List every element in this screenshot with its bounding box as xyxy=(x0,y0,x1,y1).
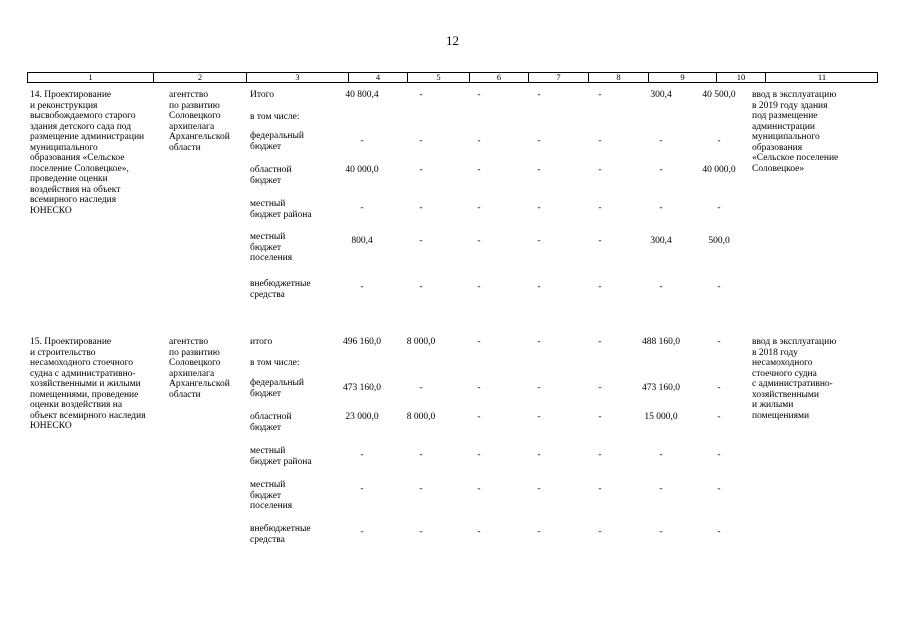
table-cell-value: - xyxy=(477,90,481,100)
table-cell-value: - xyxy=(477,165,481,175)
result-line: «Сельское поселение xyxy=(752,153,839,163)
funding-source-label: внебюджетные xyxy=(250,524,311,534)
table-cell-value: - xyxy=(659,450,663,460)
header-col-1: 1 xyxy=(88,72,93,82)
header-col-4: 4 xyxy=(348,73,407,82)
header-col-5: 5 xyxy=(407,73,469,82)
funding-source-label: в том числе: xyxy=(250,358,300,368)
table-cell-value: 40 800,4 xyxy=(345,90,379,100)
project-name-line: здания детского сада под xyxy=(30,121,132,132)
table-cell-value: - xyxy=(598,136,602,146)
table-cell-value: - xyxy=(659,282,663,292)
funding-source-label: средства xyxy=(250,534,285,545)
result-line: и жилыми xyxy=(752,400,794,410)
funding-source-label: местный xyxy=(250,232,286,242)
agency-line: Соловецкого xyxy=(169,358,221,368)
project-name-line: помещениями, проведение xyxy=(30,389,139,400)
funding-source-label: Итого xyxy=(250,90,275,100)
table-cell-value: - xyxy=(419,383,423,393)
table-cell-value: - xyxy=(598,236,602,246)
table-cell-value: - xyxy=(537,236,541,246)
funding-source-label: бюджет xyxy=(250,141,282,152)
table-cell-value: - xyxy=(598,412,602,422)
table-cell-value: - xyxy=(717,383,721,393)
table-cell-value: - xyxy=(598,165,602,175)
funding-source-label: в том числе: xyxy=(250,112,300,122)
result-line: хозяйственными xyxy=(752,389,820,400)
header-col-6: 6 xyxy=(469,73,528,82)
table-cell-value: - xyxy=(477,484,481,494)
funding-source-label: бюджет xyxy=(250,242,282,253)
table-cell-value: - xyxy=(360,450,364,460)
table-cell-value: - xyxy=(537,90,541,100)
table-cell-value: - xyxy=(477,282,481,292)
table-cell-value: - xyxy=(419,527,423,537)
table-cell-value: - xyxy=(659,165,663,175)
agency-line: области xyxy=(169,142,201,153)
funding-source-label: бюджет xyxy=(250,422,282,433)
project-name-line: и реконструкция xyxy=(30,100,98,111)
project-name-line: высвобождаемого старого xyxy=(30,111,136,121)
funding-source-label: местный xyxy=(250,446,286,456)
table-cell-value: - xyxy=(717,203,721,213)
table-cell-value: 500,0 xyxy=(708,236,730,246)
table-cell-value: - xyxy=(717,527,721,537)
table-cell-value: - xyxy=(477,412,481,422)
table-cell-value: - xyxy=(360,527,364,537)
page-number: 12 xyxy=(446,33,459,48)
header-col-8: 8 xyxy=(588,73,648,82)
table-cell-value: 300,4 xyxy=(650,90,672,100)
funding-source-label: бюджет xyxy=(250,388,282,399)
table-cell-value: - xyxy=(717,484,721,494)
table-cell-value: 300,4 xyxy=(650,236,672,246)
table-cell-value: 40 500,0 xyxy=(702,90,736,100)
table-cell-value: - xyxy=(477,450,481,460)
project-name-line: несамоходного стоечного xyxy=(30,358,134,368)
header-col-2: 2 xyxy=(153,73,246,82)
table-cell-value: - xyxy=(537,203,541,213)
funding-source-label: внебюджетные xyxy=(250,279,311,289)
table-cell-value: - xyxy=(598,90,602,100)
table-cell-value: - xyxy=(717,412,721,422)
project-name-line: размещение администрации xyxy=(30,132,145,142)
result-line: несамоходного xyxy=(752,358,813,368)
header-col-7: 7 xyxy=(528,73,588,82)
funding-source-label: поселения xyxy=(250,253,293,263)
table-cell-value: - xyxy=(419,282,423,292)
table-cell-value: - xyxy=(598,282,602,292)
result-line: в 2018 году xyxy=(752,347,798,358)
table-cell-value: - xyxy=(360,282,364,292)
table-cell-value: - xyxy=(419,203,423,213)
table-cell-value: - xyxy=(360,484,364,494)
table-cell-value: - xyxy=(537,337,541,347)
table-cell-value: - xyxy=(537,165,541,175)
table-cell-value: - xyxy=(598,450,602,460)
table-cell-value: - xyxy=(659,136,663,146)
table-cell-value: - xyxy=(360,136,364,146)
funding-source-label: средства xyxy=(250,289,285,300)
table-cell-value: 23 000,0 xyxy=(345,412,379,422)
project-name-line: ЮНЕСКО xyxy=(30,421,72,431)
table-cell-value: - xyxy=(598,337,602,347)
result-line: ввод в эксплуатацию xyxy=(752,90,837,100)
agency-line: агентство xyxy=(169,337,209,347)
project-name-line: 14. Проектирование xyxy=(30,90,112,100)
project-name-line: образования «Сельское xyxy=(30,153,125,163)
table-cell-value: - xyxy=(659,527,663,537)
project-name-line: поселение Соловецкое», xyxy=(30,163,129,174)
result-line: Соловецкое» xyxy=(752,163,805,174)
result-line: муниципального xyxy=(752,132,820,142)
funding-source-label: федеральный xyxy=(250,131,304,141)
project-name-line: проведение оценки xyxy=(30,174,108,184)
result-line: помещениями xyxy=(752,410,810,421)
agency-line: архипелага xyxy=(169,121,215,132)
header-col-9: 9 xyxy=(648,73,716,82)
table-cell-value: - xyxy=(598,527,602,537)
funding-source-label: местный xyxy=(250,199,286,209)
header-col-11: 11 xyxy=(765,73,878,82)
table-cell-value: - xyxy=(477,203,481,213)
header-col-10: 10 xyxy=(716,73,765,82)
project-name-line: оценки воздействия на xyxy=(30,400,123,410)
agency-line: Архангельской xyxy=(169,379,230,389)
funding-source-label: итого xyxy=(250,337,273,347)
funding-source-label: местный xyxy=(250,480,286,490)
table-cell-value: 40 000,0 xyxy=(345,165,379,175)
table-cell-value: - xyxy=(477,236,481,246)
table-cell-value: - xyxy=(537,383,541,393)
table-cell-value: - xyxy=(598,484,602,494)
table-cell-value: - xyxy=(419,450,423,460)
table-cell-value: - xyxy=(419,165,423,175)
funding-source-label: бюджет района xyxy=(250,209,312,220)
table-cell-value: 473 160,0 xyxy=(642,383,680,393)
table-cell-value: - xyxy=(717,450,721,460)
table-cell-value: - xyxy=(477,136,481,146)
agency-line: по развитию xyxy=(169,100,220,111)
table-cell-value: - xyxy=(419,90,423,100)
project-name-line: хозяйственными и жилыми xyxy=(30,379,141,389)
table-cell-value: - xyxy=(598,203,602,213)
funding-source-label: бюджет района xyxy=(250,456,312,467)
result-line: под размещение xyxy=(752,111,818,121)
table-cell-value: 800,4 xyxy=(351,236,373,246)
agency-line: области xyxy=(169,389,201,400)
table-cell-value: - xyxy=(537,450,541,460)
agency-line: Соловецкого xyxy=(169,111,221,121)
result-line: в 2019 году здания xyxy=(752,100,828,111)
project-name-line: ЮНЕСКО xyxy=(30,205,72,216)
table-cell-value: - xyxy=(360,203,364,213)
table-cell-value: - xyxy=(659,203,663,213)
table-cell-value: 8 000,0 xyxy=(406,337,436,347)
table-cell-value: - xyxy=(717,136,721,146)
agency-line: агентство xyxy=(169,90,209,100)
funding-source-label: бюджет xyxy=(250,490,282,501)
result-line: стоечного судна xyxy=(752,368,817,379)
table-cell-value: - xyxy=(537,136,541,146)
result-line: администрации xyxy=(752,121,816,132)
table-cell-value: - xyxy=(537,412,541,422)
result-line: образования xyxy=(752,142,803,153)
project-name-line: всемирного наследия xyxy=(30,195,117,205)
funding-source-label: областной xyxy=(250,165,292,175)
funding-source-label: бюджет xyxy=(250,175,282,186)
result-line: ввод в эксплуатацию xyxy=(752,337,837,347)
table-cell-value: 8 000,0 xyxy=(406,412,436,422)
table-header-row xyxy=(27,72,878,83)
project-name-line: и строительство xyxy=(30,347,96,358)
table-cell-value: - xyxy=(598,383,602,393)
project-name-line: судна с административно- xyxy=(30,368,136,379)
project-name-line: 15. Проектирование xyxy=(30,337,112,347)
table-cell-value: - xyxy=(419,484,423,494)
funding-source-label: федеральный xyxy=(250,378,304,388)
table-cell-value: - xyxy=(477,383,481,393)
agency-line: по развитию xyxy=(169,347,220,358)
project-name-line: объект всемирного наследия xyxy=(30,410,146,421)
funding-source-label: поселения xyxy=(250,501,293,511)
table-cell-value: 40 000,0 xyxy=(702,165,736,175)
table-cell-value: - xyxy=(717,337,721,347)
agency-line: архипелага xyxy=(169,368,215,379)
table-cell-value: - xyxy=(477,527,481,537)
table-cell-value: 488 160,0 xyxy=(642,337,680,347)
result-line: с административно- xyxy=(752,379,833,389)
agency-line: Архангельской xyxy=(169,132,230,142)
project-name-line: воздействия на объект xyxy=(30,184,121,195)
table-cell-value: - xyxy=(419,236,423,246)
table-cell-value: 473 160,0 xyxy=(343,383,381,393)
funding-source-label: областной xyxy=(250,412,292,422)
header-col-3: 3 xyxy=(246,73,348,82)
table-cell-value: - xyxy=(717,282,721,292)
project-name-line: муниципального xyxy=(30,142,98,153)
table-cell-value: - xyxy=(537,282,541,292)
table-cell-value: 496 160,0 xyxy=(343,337,381,347)
table-cell-value: - xyxy=(477,337,481,347)
table-cell-value: 15 000,0 xyxy=(644,412,678,422)
table-cell-value: - xyxy=(419,136,423,146)
table-cell-value: - xyxy=(537,527,541,537)
table-cell-value: - xyxy=(537,484,541,494)
table-cell-value: - xyxy=(659,484,663,494)
